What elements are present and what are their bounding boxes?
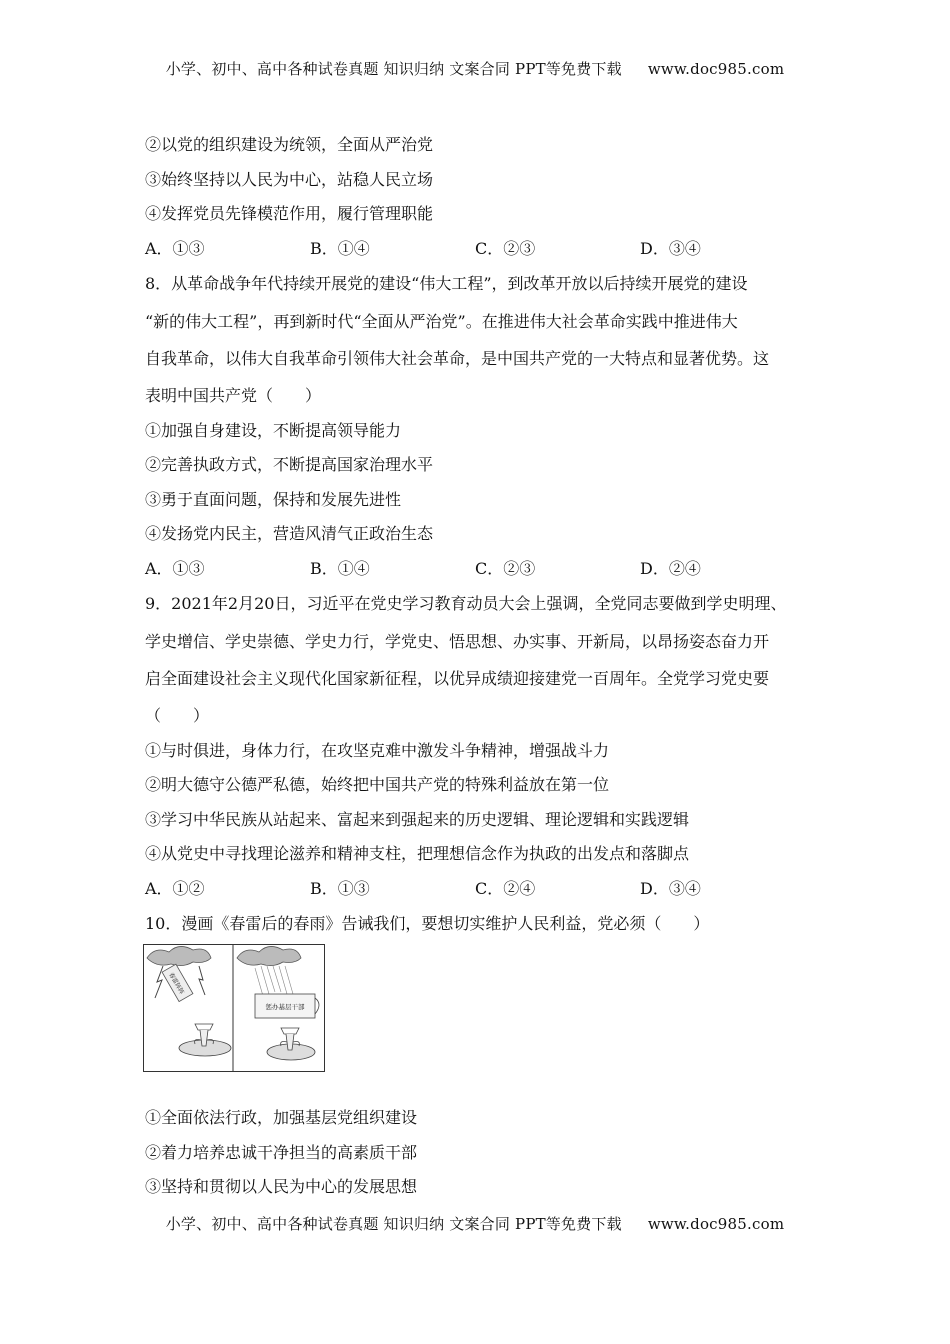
q9-statement-4: ④从党史中寻找理论滋养和精神支柱，把理想信念作为执政的出发点和落脚点 <box>145 844 690 863</box>
q8-option-a: A．①③ <box>145 559 205 578</box>
q8-option-d: D．②④ <box>640 559 701 578</box>
q9-option-b: B．①③ <box>310 879 370 898</box>
page-header <box>0 58 950 79</box>
left-cloud-text: 春雷阵阵 <box>167 971 186 996</box>
q8-option-b: B．①④ <box>310 559 370 578</box>
q9-option-c: C．②④ <box>475 879 536 898</box>
q10-statement-3: ③坚持和贯彻以人民为中心的发展思想 <box>145 1177 418 1196</box>
q9-statement-3: ③学习中华民族从站起来、富起来到强起来的历史逻辑、理论逻辑和实践逻辑 <box>145 810 690 829</box>
cartoon-image <box>143 944 325 1072</box>
q8-statement-2: ②完善执政方式，不断提高国家治理水平 <box>145 455 434 474</box>
footer-url[interactable]: www.doc985.com <box>647 1215 785 1233</box>
q9-stem-line-1: 9．2021年2月20日，习近平在党史学习教育动员大会上强调，全党同志要做到学史明理、 <box>145 594 787 613</box>
q9-statement-1: ①与时俱进，身体力行，在攻坚克难中激发斗争精神，增强战斗力 <box>145 741 610 760</box>
bucket-label: 惩办基层干部 <box>265 1003 305 1011</box>
q10-statement-1: ①全面依法行政，加强基层党组织建设 <box>145 1108 418 1127</box>
q7-option-b: B．①④ <box>310 239 370 258</box>
q8-statement-3: ③勇于直面问题，保持和发展先进性 <box>145 490 402 509</box>
q7-option-a: A．①③ <box>145 239 205 258</box>
q8-option-c: C．②③ <box>475 559 536 578</box>
q8-stem-line-3: 自我革命，以伟大自我革命引领伟大社会革命，是中国共产党的一大特点和显著优势。这 <box>145 349 770 368</box>
q8-statement-1: ①加强自身建设，不断提高领导能力 <box>145 421 402 440</box>
q10-stem: 10．漫画《春雷后的春雨》告诫我们，要想切实维护人民利益，党必须（ ） <box>145 914 710 933</box>
q7-option-c: C．②③ <box>475 239 536 258</box>
q8-stem-line-2: “新的伟大工程”，再到新时代“全面从严治党”。在推进伟大社会革命实践中推进伟大 <box>145 312 738 331</box>
watering-bucket <box>255 994 319 1018</box>
q7-statement-3: ③始终坚持以人民为中心，站稳人民立场 <box>145 170 434 189</box>
q10-statement-2: ②着力培养忠诚干净担当的高素质干部 <box>145 1143 418 1162</box>
q7-statement-4: ④发挥党员先锋模范作用，履行管理职能 <box>145 204 434 223</box>
q7-statement-2: ②以党的组织建设为统领，全面从严治党 <box>145 135 434 154</box>
header-text: 小学、初中、高中各种试卷真题 知识归纳 文案合同 PPT等免费下载 <box>165 60 622 78</box>
q8-stem-line-1: 8．从革命战争年代持续开展党的建设“伟大工程”，到改革开放以后持续开展党的建设 <box>145 274 748 293</box>
q7-option-d: D．③④ <box>640 239 701 258</box>
q9-option-d: D．③④ <box>640 879 701 898</box>
q8-statement-4: ④发扬党内民主，营造风清气正政治生态 <box>145 524 434 543</box>
q8-stem-line-4: 表明中国共产党（ ） <box>145 386 322 405</box>
footer-text: 小学、初中、高中各种试卷真题 知识归纳 文案合同 PPT等免费下载 <box>165 1215 622 1233</box>
page-footer <box>0 1213 950 1234</box>
q9-statement-2: ②明大德守公德严私德，始终把中国共产党的特殊利益放在第一位 <box>145 775 610 794</box>
q9-stem-line-3: 启全面建设社会主义现代化国家新征程，以优异成绩迎接建党一百周年。全党学习党史要 <box>145 669 770 688</box>
header-url[interactable]: www.doc985.com <box>647 60 785 78</box>
q9-stem-line-2: 学史增信、学史崇德、学史力行，学党史、悟思想、办实事、开新局，以昂扬姿态奋力开 <box>145 632 770 651</box>
q9-stem-line-4: （ ） <box>145 706 210 725</box>
q9-option-a: A．①② <box>145 879 205 898</box>
